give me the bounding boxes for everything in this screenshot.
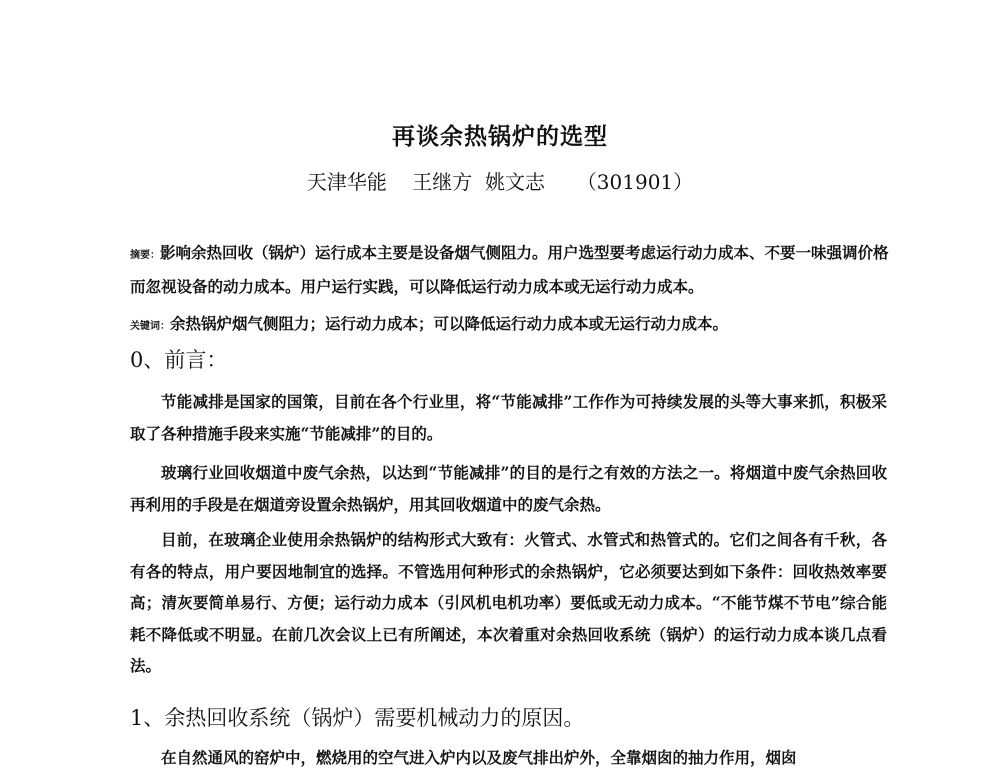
keywords-text: 余热锅炉烟气侧阻力；运行动力成本；可以降低运行动力成本或无运行动力成本。 xyxy=(170,314,729,333)
paper-title: 再谈余热锅炉的选型 xyxy=(392,123,608,150)
abstract-text: 影响余热回收（锅炉）运行成本主要是设备烟气侧阻力。用户选型要考虑运行动力成本、不要一味强调价格而忽视设备的动力成本。用户运行实践，可以降低运行动力成本或无运行动力成本。 xyxy=(130,243,889,296)
paragraph-3: 目前，在玻璃企业使用余热锅炉的结构形式大致有：火管式、水管式和热管式的。它们之间各有千秋，各有各的特点，用户要因地制宜的选择。不管选用何种形式的余热锅炉，它必须要达到如下条件：回收热效率要高；清灰要简单易行、方便；运行动力成本（引风机电机功率）要低或无动力成本。“不能节煤不节电”综合能耗不降低或不明显。在前几次会议上已有所阐述，本次着重对余热回收系统（锅炉）的运行动力成本谈几点看法。 xyxy=(130,530,887,675)
paragraph-1: 节能减排是国家的国策，目前在各个行业里，将“节能减排”工作作为可持续发展的头等大事来抓，积极采取了各种措施手段来实施“节能减排”的目的。 xyxy=(130,392,887,443)
keywords-label: 关键词： xyxy=(130,321,170,332)
keywords xyxy=(130,308,890,342)
section-heading-1: 1、余热回收系统（锅炉）需要机械动力的原因。 xyxy=(130,706,585,730)
section-heading-0: 0、前言： xyxy=(130,348,228,372)
author-line: 天津华能 王继方 姚文志 （301901） xyxy=(306,170,694,194)
paragraph-2: 玻璃行业回收烟道中废气余热，以达到“节能减排”的目的是行之有效的方法之一。将烟道中废气余热回收再利用的手段是在烟道旁设置余热锅炉，用其回收烟道中的废气余热。 xyxy=(130,463,887,514)
paragraph-4: 在自然通风的窑炉中，燃烧用的空气进入炉内以及废气排出炉外，全靠烟囱的抽力作用，烟囱 xyxy=(161,748,797,767)
abstract-label: 摘要： xyxy=(130,250,160,261)
abstract xyxy=(130,237,890,302)
